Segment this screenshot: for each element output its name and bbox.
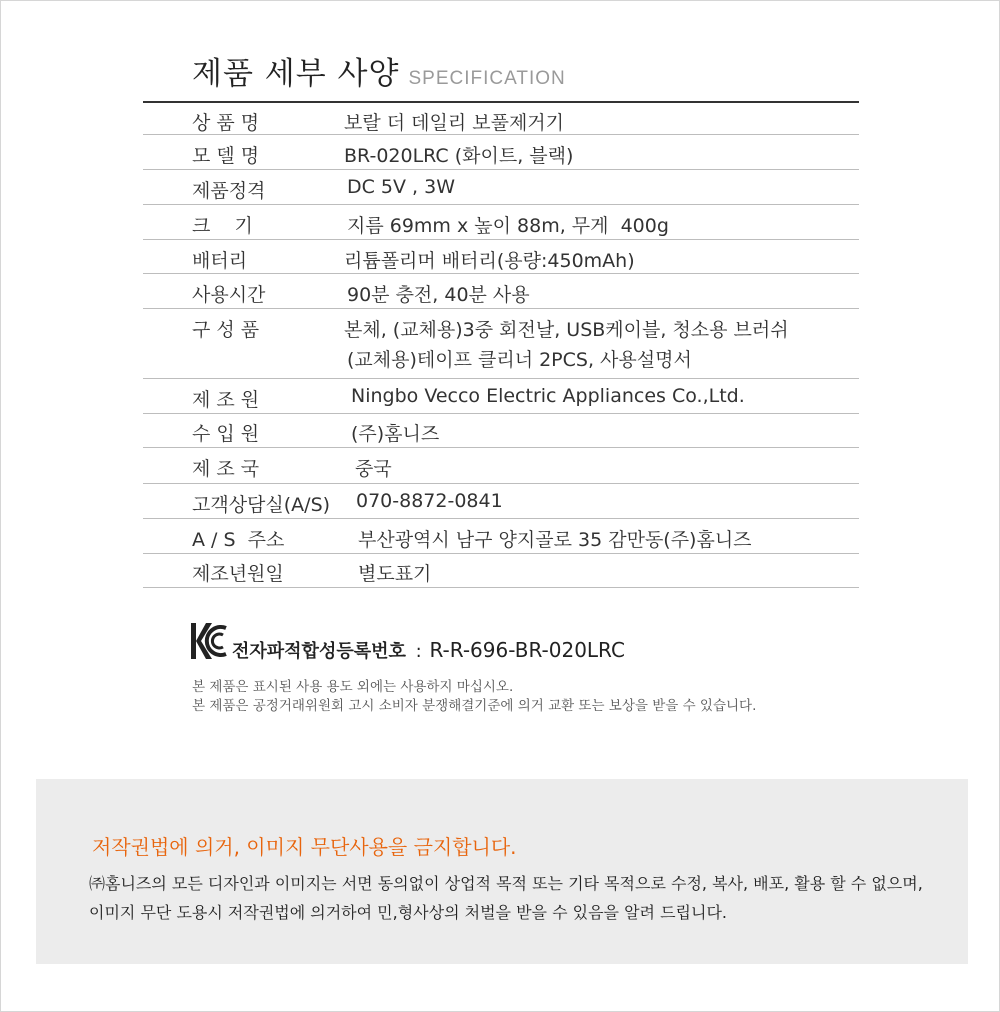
spec-row-manufacturer: [143, 379, 859, 414]
spec-value: (주)홈니즈: [351, 423, 440, 445]
spec-row-rating: [143, 170, 859, 205]
copyright-line-2: 이미지 무단 도용시 저작권법에 의거하여 민,형사상의 처벌을 받을 수 있음을 알려 드립니다.: [89, 903, 727, 922]
spec-row-battery: [143, 240, 859, 274]
spec-row-customer-service: [143, 484, 859, 519]
spec-row-components: [143, 309, 859, 342]
spec-label: 제품정격: [192, 180, 266, 202]
spec-row-size: [143, 205, 859, 240]
spec-row-country: [143, 448, 859, 484]
spec-value: 별도표기: [358, 563, 432, 585]
copyright-box: [36, 779, 968, 964]
kc-registration: [232, 637, 625, 663]
spec-label: 사용시간: [192, 284, 266, 306]
spec-row-usage-time: [143, 274, 859, 309]
spec-value: Ningbo Vecco Electric Appliances Co.,Ltd.: [351, 385, 745, 407]
title-english: SPECIFICATION: [408, 68, 566, 89]
spec-value: 본체, (교체용)3중 회전날, USB케이블, 청소용 브러쉬: [344, 319, 789, 341]
kc-registration-label: 전자파적합성등록번호: [232, 641, 406, 662]
kc-registration-separator: :: [415, 641, 422, 662]
kc-registration-number: R-R-696-BR-020LRC: [429, 638, 625, 662]
kc-mark-icon: [190, 622, 228, 660]
spec-value: BR-020LRC (화이트, 블랙): [344, 145, 574, 167]
spec-label: 제 조 국: [192, 458, 260, 480]
page-title: [192, 48, 566, 93]
spec-label: 수 입 원: [192, 423, 260, 445]
spec-value: 중국: [355, 458, 392, 480]
compensation-notice: 본 제품은 공정거래위원회 고시 소비자 분쟁해결기준에 의거 교환 또는 보상을 받을 수 있습니다.: [192, 698, 757, 714]
spec-value: 보랄 더 데일리 보풀제거기: [344, 112, 565, 134]
title-korean: 제품 세부 사양: [192, 56, 400, 92]
spec-value: 90분 충전, 40분 사용: [347, 284, 530, 306]
spec-row-model: [143, 135, 859, 170]
spec-label: 크 기: [192, 215, 253, 237]
spec-label: 고객상담실(A/S): [192, 494, 331, 516]
copyright-title: 저작권법에 의거, 이미지 무단사용을 금지합니다.: [92, 835, 517, 859]
spec-value: DC 5V , 3W: [347, 176, 456, 198]
spec-label: 모 델 명: [192, 145, 260, 167]
spec-label: 제조년원일: [192, 563, 284, 585]
spec-value: 부산광역시 남구 양지골로 35 감만동(주)홈니즈: [358, 529, 752, 551]
usage-notice: 본 제품은 표시된 사용 용도 외에는 사용하지 마십시오.: [192, 679, 514, 695]
spec-table: [143, 101, 859, 588]
spec-label: 구 성 품: [192, 319, 260, 341]
spec-row-manufacture-date: [143, 554, 859, 588]
spec-label: A / S 주소: [192, 529, 285, 551]
copyright-line-1: ㈜홈니즈의 모든 디자인과 이미지는 서면 동의없이 상업적 목적 또는 기타 목적으로 수정, 복사, 배포, 활용 할 수 없으며,: [89, 874, 923, 893]
spec-value: 지름 69mm x 높이 88m, 무게 400g: [347, 215, 669, 237]
spec-value: 070-8872-0841: [356, 490, 503, 512]
spec-row-product-name: [143, 103, 859, 135]
spec-row-importer: [143, 414, 859, 448]
spec-row-components-cont: [143, 342, 859, 379]
spec-value: 리튬폴리머 배터리(용량:450mAh): [344, 250, 635, 272]
spec-label: 제 조 원: [192, 389, 260, 411]
spec-row-as-address: [143, 519, 859, 554]
spec-label: 배터리: [192, 250, 248, 272]
spec-label: 상 품 명: [192, 112, 260, 134]
spec-value: (교체용)테이프 클리너 2PCS, 사용설명서: [347, 349, 692, 371]
